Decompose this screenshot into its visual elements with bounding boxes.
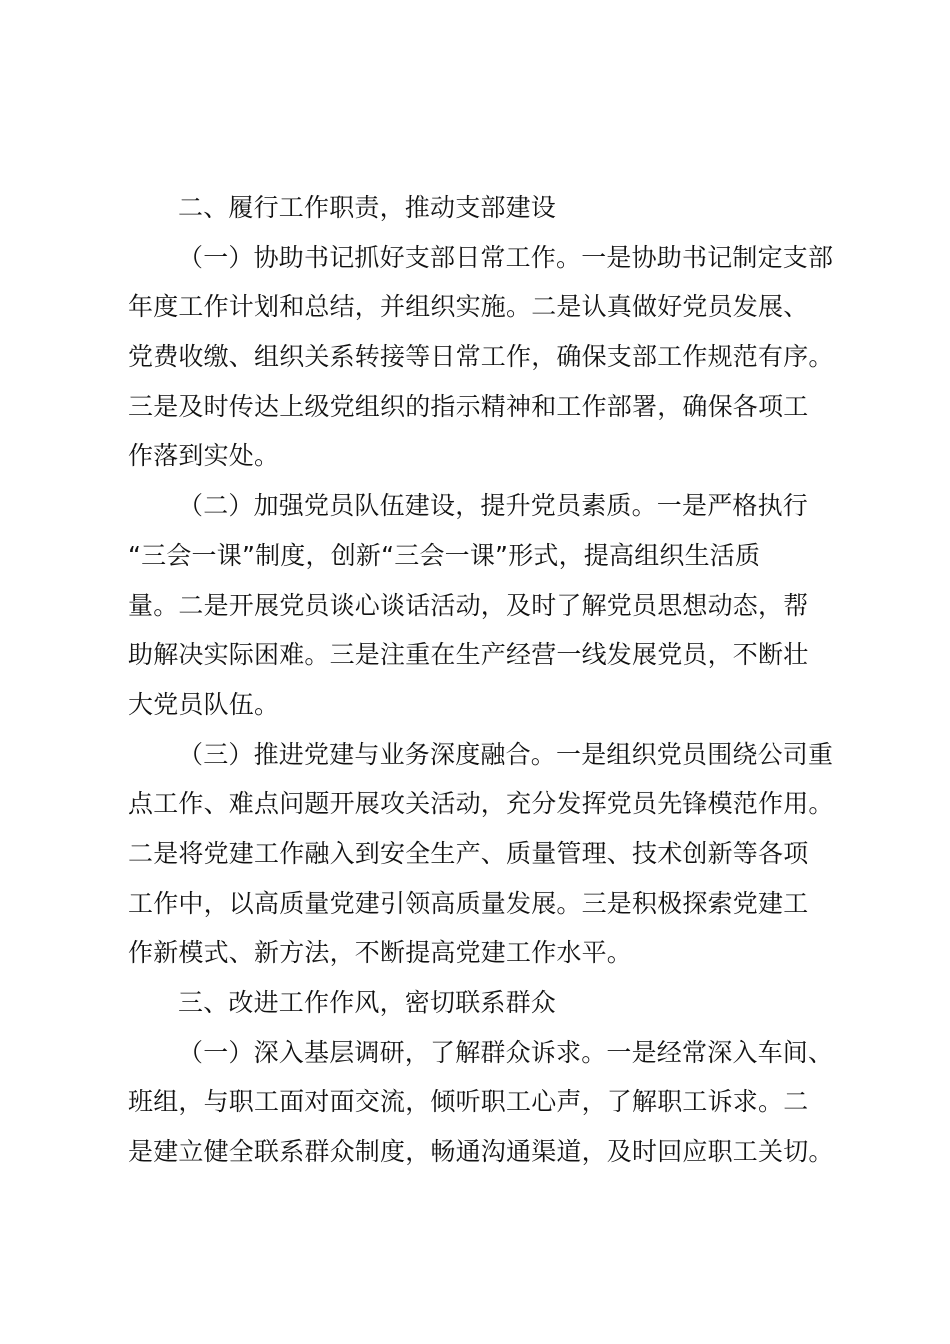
paragraph-line: （一）协助书记抓好支部日常工作。一是协助书记制定支部 [178,242,834,272]
section-heading-2: 二、履行工作职责，推动支部建设 [178,193,557,222]
paragraph-line: 班组，与职工面对面交流，倾听职工心声，了解职工诉求。二 [128,1087,809,1117]
paragraph-line: “三会一课”制度，创新“三会一课”形式，提高组织生活质 [128,540,761,570]
paragraph-line: 助解决实际困难。三是注重在生产经营一线发展党员，不断壮 [128,640,809,670]
paragraph-line: 量。二是开展党员谈心谈话活动，及时了解党员思想动态，帮 [128,590,809,620]
document-body [128,183,840,1177]
paragraph-line: 作新模式、新方法，不断提高党建工作水平。 [128,938,633,968]
paragraph-line: 二是将党建工作融入到安全生产、质量管理、技术创新等各项 [128,838,809,868]
paragraph-line: （三）推进党建与业务深度融合。一是组织党员围绕公司重 [178,739,834,769]
paragraph-line: 年度工作计划和总结，并组织实施。二是认真做好党员发展、 [128,292,809,322]
paragraph-line: 大党员队伍。 [128,689,280,719]
paragraph-line: 工作中，以高质量党建引领高质量发展。三是积极探索党建工 [128,888,809,918]
section-heading-3: 三、改进工作作风，密切联系群众 [178,988,557,1017]
paragraph-line: （一）深入基层调研，了解群众诉求。一是经常深入车间、 [178,1037,834,1067]
paragraph-line: （二）加强党员队伍建设，提升党员素质。一是严格执行 [178,491,809,521]
paragraph-line: 点工作、难点问题开展攻关活动，充分发挥党员先锋模范作用。 [128,789,834,819]
paragraph-line: 是建立健全联系群众制度，畅通沟通渠道，及时回应职工关切。 [128,1137,834,1167]
paragraph-line: 三是及时传达上级党组织的指示精神和工作部署，确保各项工 [128,391,809,421]
paragraph-line: 党费收缴、组织关系转接等日常工作，确保支部工作规范有序。 [128,342,834,372]
paragraph-line: 作落到实处。 [128,441,280,471]
